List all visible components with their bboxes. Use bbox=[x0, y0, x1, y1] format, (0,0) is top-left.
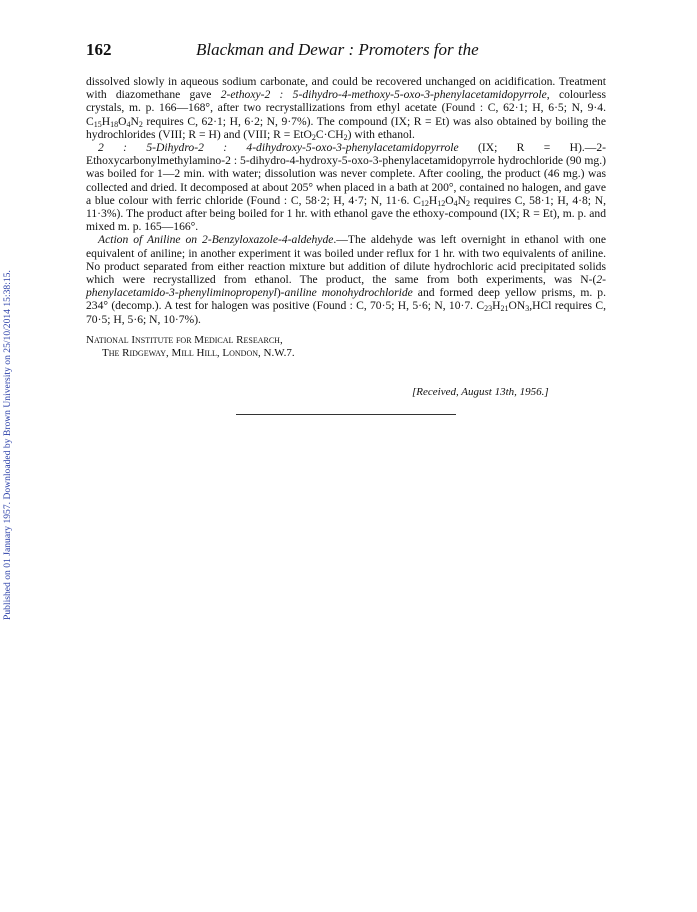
subscript: 12 bbox=[437, 198, 446, 208]
received-date: [Received, August 13th, 1956.] bbox=[412, 386, 549, 398]
text-run: H bbox=[101, 114, 111, 128]
text-run: requires C, 62·1; H, 6·2; N, 9·7%). The compound (IX; R = Et) was also obtained by boiling the hydrochlorides (VIII; R = H) and (VIII; R = EtO bbox=[86, 114, 606, 141]
text-run: (IX; R = H).—2-Ethoxycarbonylmethylamino-2 : 5-dihydro-4-hydroxy-5-oxo-3-phenylacetamidopyrrole hydrochloride (90 mg.) was boiled for 1—2 min. with water; dissolution was never complete. After cooling, the product (46 mg.) was collected and dried. It decomposed at about 205° when placed in a bath at 200°, contained no halogen, and gave a blue colour with ferric chloride (Found : C, 58·2; H, 4·7; N, 11·6. C bbox=[86, 141, 606, 207]
text-run: dissolved slowly in aqueous sodium carbonate, and could be recovered unchanged on acidification. Treatment with diazomethane gave bbox=[86, 75, 606, 102]
text-run: C·CH bbox=[315, 127, 344, 141]
subscript: 2 bbox=[343, 132, 348, 142]
page-header bbox=[86, 40, 604, 64]
section-heading: Action of Aniline on 2-Benzyloxazole-4-aldehyde bbox=[98, 233, 334, 247]
address-line: The Ridgeway, Mill Hill, London, N.W.7. bbox=[102, 346, 295, 359]
paragraph-aniline-action bbox=[86, 233, 606, 325]
text-run: ON bbox=[508, 299, 526, 313]
text-run: H bbox=[428, 193, 438, 207]
compound-name: 2-ethoxy-2 : 5-dihydro-4-methoxy-5-oxo-3-phenylacetamidopyrrole bbox=[220, 88, 547, 102]
download-notice-text: Published on 01 January 1957. Downloaded by Brown University on 25/10/2014 15:38:15. bbox=[2, 270, 13, 620]
text-run: requires C, 58·1; H, 4·8; N, 11·3%). The product after being boiled for 1 hr. with ethanol gave the ethoxy-compound (IX; R = Et), m. p. and mixed m. p. 165—166°. bbox=[86, 193, 606, 234]
subscript: 2 bbox=[138, 119, 143, 129]
section-heading: 2 : 5-Dihydro-2 : 4-dihydroxy-5-oxo-3-phenylacetamidopyrrole bbox=[98, 141, 459, 155]
text-run: , colourless crystals, m. p. 166—168°, after two recrystallizations from ethyl acetate (Found : C, 62·1; H, 6·5; N, 9·4. C bbox=[86, 88, 606, 128]
text-run: O bbox=[445, 193, 454, 207]
compound-name: aniline monohydrochloride bbox=[284, 286, 413, 300]
text-run: )- bbox=[276, 286, 285, 300]
subscript: 21 bbox=[500, 304, 509, 314]
text-run: N bbox=[130, 114, 139, 128]
text-run: .—The aldehyde was left overnight in ethanol with one equivalent of aniline; in another experiment it was boiled under reflux for 1 hr. with two equivalents of aniline. No product separated from either reaction mixture but addition of dilute hydrochloric acid precipitated solids which were recrystallized from ethanol. The product, the same from both experiments, was N-( bbox=[86, 233, 606, 287]
page-number: 162 bbox=[86, 40, 112, 59]
article-body bbox=[86, 75, 606, 360]
subscript: 4 bbox=[453, 198, 458, 208]
compound-name: 2-phenylacetamido-3-phenyliminopropenyl bbox=[86, 273, 606, 300]
address-line: National Institute for Medical Research, bbox=[86, 333, 283, 346]
subscript: 18 bbox=[110, 119, 119, 129]
subscript: 12 bbox=[420, 198, 429, 208]
institution-address bbox=[86, 334, 606, 360]
download-notice bbox=[0, 150, 18, 620]
subscript: 2 bbox=[466, 198, 471, 208]
text-run: H bbox=[492, 299, 501, 313]
subscript: 23 bbox=[484, 304, 493, 314]
text-run: N bbox=[457, 193, 467, 207]
running-title: Blackman and Dewar : Promoters for the bbox=[196, 40, 479, 59]
text-run: O bbox=[118, 114, 127, 128]
subscript: 3 bbox=[525, 304, 530, 314]
text-run: and formed deep yellow prisms, m. p. 234° (decomp.). A test for halogen was positive (Found : C, 70·5; H, 5·6; N, 10·7. C bbox=[86, 286, 606, 313]
end-rule bbox=[236, 414, 456, 415]
text-run: ) with ethanol. bbox=[347, 127, 415, 141]
text-run: ,HCl requires C, 70·5; H, 5·6; N, 10·7%). bbox=[86, 299, 606, 326]
paragraph-ethoxy-compound bbox=[86, 75, 606, 141]
subscript: 2 bbox=[311, 132, 316, 142]
paragraph-dihydroxy-compound bbox=[86, 141, 606, 233]
subscript: 4 bbox=[126, 119, 131, 129]
subscript: 15 bbox=[93, 119, 102, 129]
